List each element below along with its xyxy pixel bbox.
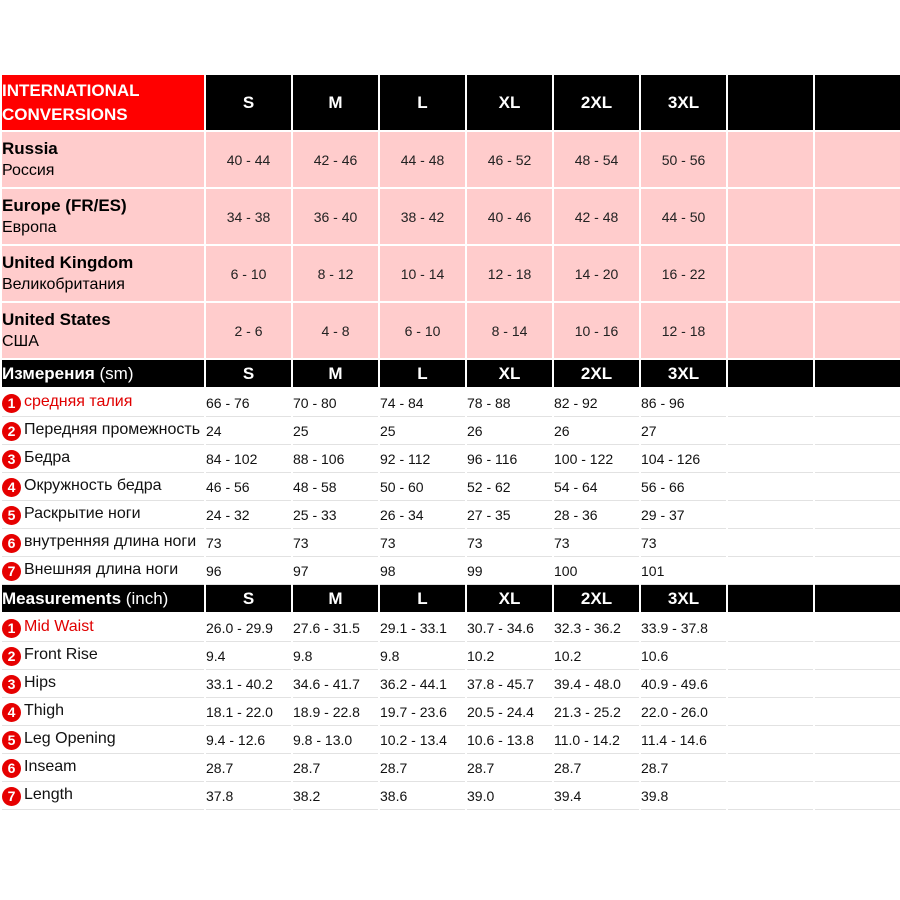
empty-cell bbox=[728, 303, 813, 360]
empty-cell bbox=[728, 445, 813, 473]
empty-cell bbox=[815, 614, 900, 642]
conversion-value: 46 - 52 bbox=[467, 132, 552, 189]
measurement-value: 29 - 37 bbox=[641, 501, 726, 529]
empty-cell bbox=[728, 642, 813, 670]
measurement-value: 88 - 106 bbox=[293, 445, 378, 473]
measurement-value: 73 bbox=[380, 529, 465, 557]
region-cell bbox=[2, 132, 204, 189]
measurement-value: 78 - 88 bbox=[467, 389, 552, 417]
measurement-value: 26.0 - 29.9 bbox=[206, 614, 291, 642]
measurement-value: 25 - 33 bbox=[293, 501, 378, 529]
empty-cell bbox=[815, 642, 900, 670]
empty-header-cell bbox=[815, 585, 900, 614]
measurement-row bbox=[2, 557, 900, 585]
empty-cell bbox=[815, 754, 900, 782]
measurement-value: 38.6 bbox=[380, 782, 465, 810]
conversion-value: 36 - 40 bbox=[293, 189, 378, 246]
conversion-value: 10 - 14 bbox=[380, 246, 465, 303]
number-badge-icon: 2 bbox=[2, 647, 21, 666]
section-unit: (sm) bbox=[99, 363, 134, 383]
measurement-value: 86 - 96 bbox=[641, 389, 726, 417]
size-header: S bbox=[206, 75, 291, 132]
measurement-value: 82 - 92 bbox=[554, 389, 639, 417]
measurement-value: 104 - 126 bbox=[641, 445, 726, 473]
measurement-label-cell bbox=[2, 642, 204, 670]
measurement-label-cell bbox=[2, 417, 204, 445]
conversion-value: 8 - 12 bbox=[293, 246, 378, 303]
measurement-value: 33.9 - 37.8 bbox=[641, 614, 726, 642]
number-badge-icon: 5 bbox=[2, 506, 21, 525]
section-title: Measurements bbox=[2, 588, 122, 608]
number-badge-icon: 3 bbox=[2, 450, 21, 469]
measurement-label: Inseam bbox=[24, 757, 77, 775]
measurement-value: 40.9 - 49.6 bbox=[641, 670, 726, 698]
measurement-row bbox=[2, 445, 900, 473]
measurement-value: 34.6 - 41.7 bbox=[293, 670, 378, 698]
size-header: M bbox=[293, 75, 378, 132]
measurement-value: 73 bbox=[554, 529, 639, 557]
conversion-row bbox=[2, 303, 900, 360]
measurement-value: 27.6 - 31.5 bbox=[293, 614, 378, 642]
measurement-value: 18.1 - 22.0 bbox=[206, 698, 291, 726]
size-header: 2XL bbox=[554, 585, 639, 614]
measurement-value: 36.2 - 44.1 bbox=[380, 670, 465, 698]
region-cell bbox=[2, 246, 204, 303]
conversion-value: 42 - 46 bbox=[293, 132, 378, 189]
measurement-label: средняя талия bbox=[24, 392, 133, 410]
measurement-value: 28.7 bbox=[467, 754, 552, 782]
measurement-value: 100 bbox=[554, 557, 639, 585]
measurement-label: Внешняя длина ноги bbox=[24, 560, 179, 578]
measurement-value: 99 bbox=[467, 557, 552, 585]
section-header-row bbox=[2, 360, 900, 389]
section-unit: (inch) bbox=[125, 588, 169, 608]
empty-cell bbox=[815, 132, 900, 189]
empty-cell bbox=[728, 670, 813, 698]
measurement-value: 52 - 62 bbox=[467, 473, 552, 501]
measurement-value: 97 bbox=[293, 557, 378, 585]
measurement-value: 32.3 - 36.2 bbox=[554, 614, 639, 642]
measurement-row bbox=[2, 782, 900, 810]
measurement-label: Thigh bbox=[24, 701, 65, 719]
empty-header-cell bbox=[815, 360, 900, 389]
size-header: XL bbox=[467, 585, 552, 614]
measurement-value: 37.8 - 45.7 bbox=[467, 670, 552, 698]
empty-cell bbox=[815, 529, 900, 557]
conversion-row bbox=[2, 189, 900, 246]
conversion-value: 50 - 56 bbox=[641, 132, 726, 189]
measurement-label: Length bbox=[24, 785, 73, 803]
conversion-value: 6 - 10 bbox=[380, 303, 465, 360]
measurement-label-cell bbox=[2, 782, 204, 810]
measurement-value: 39.8 bbox=[641, 782, 726, 810]
measurement-value: 28 - 36 bbox=[554, 501, 639, 529]
measurement-label: Окружность бедра bbox=[24, 476, 162, 494]
conversion-value: 10 - 16 bbox=[554, 303, 639, 360]
size-header: XL bbox=[467, 75, 552, 132]
measurement-value: 66 - 76 bbox=[206, 389, 291, 417]
measurement-value: 50 - 60 bbox=[380, 473, 465, 501]
measurement-value: 84 - 102 bbox=[206, 445, 291, 473]
region-name-ru: Россия bbox=[2, 161, 55, 179]
measurement-value: 98 bbox=[380, 557, 465, 585]
empty-cell bbox=[815, 246, 900, 303]
measurement-value: 11.4 - 14.6 bbox=[641, 726, 726, 754]
measurement-value: 73 bbox=[293, 529, 378, 557]
empty-cell bbox=[728, 557, 813, 585]
conversion-header-row bbox=[2, 75, 900, 132]
empty-cell bbox=[815, 501, 900, 529]
empty-cell bbox=[728, 473, 813, 501]
size-header: M bbox=[293, 585, 378, 614]
empty-cell bbox=[815, 782, 900, 810]
measurement-label: Mid Waist bbox=[24, 617, 94, 635]
conversion-value: 12 - 18 bbox=[467, 246, 552, 303]
conversion-value: 38 - 42 bbox=[380, 189, 465, 246]
empty-cell bbox=[815, 557, 900, 585]
empty-cell bbox=[728, 529, 813, 557]
size-header: 3XL bbox=[641, 75, 726, 132]
measurement-label-cell bbox=[2, 445, 204, 473]
measurement-value: 96 bbox=[206, 557, 291, 585]
conversion-value: 6 - 10 bbox=[206, 246, 291, 303]
measurement-value: 25 bbox=[380, 417, 465, 445]
conversion-value: 14 - 20 bbox=[554, 246, 639, 303]
measurement-value: 24 - 32 bbox=[206, 501, 291, 529]
measurement-row bbox=[2, 698, 900, 726]
measurement-value: 27 - 35 bbox=[467, 501, 552, 529]
empty-cell bbox=[728, 698, 813, 726]
conversion-value: 16 - 22 bbox=[641, 246, 726, 303]
empty-cell bbox=[728, 389, 813, 417]
empty-cell bbox=[815, 473, 900, 501]
number-badge-icon: 7 bbox=[2, 787, 21, 806]
empty-cell bbox=[728, 501, 813, 529]
region-name-ru: Великобритания bbox=[2, 275, 125, 293]
measurement-label-cell bbox=[2, 389, 204, 417]
conversion-value: 42 - 48 bbox=[554, 189, 639, 246]
size-header: L bbox=[380, 585, 465, 614]
measurement-value: 73 bbox=[641, 529, 726, 557]
empty-cell bbox=[815, 389, 900, 417]
measurement-value: 26 bbox=[554, 417, 639, 445]
measurement-value: 25 bbox=[293, 417, 378, 445]
measurement-value: 56 - 66 bbox=[641, 473, 726, 501]
region-cell bbox=[2, 189, 204, 246]
region-name-ru: США bbox=[2, 332, 39, 350]
measurement-value: 73 bbox=[206, 529, 291, 557]
size-header: 2XL bbox=[554, 75, 639, 132]
conversion-row bbox=[2, 246, 900, 303]
size-chart-table bbox=[0, 75, 900, 810]
measurement-value: 101 bbox=[641, 557, 726, 585]
measurement-value: 9.4 bbox=[206, 642, 291, 670]
measurement-label: Передняя промежность bbox=[24, 420, 201, 438]
empty-cell bbox=[728, 782, 813, 810]
measurement-label: Front Rise bbox=[24, 645, 98, 663]
measurement-value: 28.7 bbox=[641, 754, 726, 782]
region-name-en: United States bbox=[2, 309, 111, 329]
size-header: L bbox=[380, 75, 465, 132]
measurement-row bbox=[2, 389, 900, 417]
empty-header-cell bbox=[728, 585, 813, 614]
measurement-value: 26 bbox=[467, 417, 552, 445]
conversion-value: 40 - 44 bbox=[206, 132, 291, 189]
measurement-value: 27 bbox=[641, 417, 726, 445]
measurement-value: 92 - 112 bbox=[380, 445, 465, 473]
empty-header-cell bbox=[728, 75, 813, 132]
conversion-value: 48 - 54 bbox=[554, 132, 639, 189]
conversion-row bbox=[2, 132, 900, 189]
measurement-value: 30.7 - 34.6 bbox=[467, 614, 552, 642]
number-badge-icon: 1 bbox=[2, 619, 21, 638]
number-badge-icon: 4 bbox=[2, 703, 21, 722]
measurement-value: 26 - 34 bbox=[380, 501, 465, 529]
empty-cell bbox=[728, 726, 813, 754]
conversion-value: 12 - 18 bbox=[641, 303, 726, 360]
size-header: 3XL bbox=[641, 585, 726, 614]
measurement-value: 19.7 - 23.6 bbox=[380, 698, 465, 726]
measurement-row bbox=[2, 614, 900, 642]
conversion-value: 44 - 50 bbox=[641, 189, 726, 246]
measurement-value: 10.2 bbox=[554, 642, 639, 670]
measurement-label-cell bbox=[2, 698, 204, 726]
empty-cell bbox=[728, 754, 813, 782]
measurement-value: 10.6 bbox=[641, 642, 726, 670]
size-header: M bbox=[293, 360, 378, 389]
measurement-label-cell bbox=[2, 557, 204, 585]
measurement-label-cell bbox=[2, 529, 204, 557]
section-title-cell bbox=[2, 360, 204, 389]
empty-cell bbox=[815, 726, 900, 754]
empty-cell bbox=[815, 303, 900, 360]
measurement-label-cell bbox=[2, 501, 204, 529]
size-header: L bbox=[380, 360, 465, 389]
measurement-row bbox=[2, 754, 900, 782]
section-title: Измерения bbox=[2, 363, 95, 383]
measurement-value: 11.0 - 14.2 bbox=[554, 726, 639, 754]
conversion-value: 8 - 14 bbox=[467, 303, 552, 360]
empty-cell bbox=[815, 445, 900, 473]
measurement-label-cell bbox=[2, 473, 204, 501]
size-header: S bbox=[206, 360, 291, 389]
measurement-row bbox=[2, 642, 900, 670]
measurement-value: 39.4 bbox=[554, 782, 639, 810]
measurement-value: 39.4 - 48.0 bbox=[554, 670, 639, 698]
region-name-en: Russia bbox=[2, 138, 58, 158]
measurement-value: 29.1 - 33.1 bbox=[380, 614, 465, 642]
number-badge-icon: 7 bbox=[2, 562, 21, 581]
size-header: 2XL bbox=[554, 360, 639, 389]
measurement-value: 10.2 - 13.4 bbox=[380, 726, 465, 754]
empty-header-cell bbox=[815, 75, 900, 132]
number-badge-icon: 4 bbox=[2, 478, 21, 497]
size-header: XL bbox=[467, 360, 552, 389]
empty-cell bbox=[728, 417, 813, 445]
measurement-value: 20.5 - 24.4 bbox=[467, 698, 552, 726]
empty-header-cell bbox=[728, 360, 813, 389]
measurement-value: 73 bbox=[467, 529, 552, 557]
measurement-label-cell bbox=[2, 670, 204, 698]
measurement-value: 9.8 bbox=[293, 642, 378, 670]
measurement-label: Раскрытие ноги bbox=[24, 504, 141, 522]
measurement-value: 37.8 bbox=[206, 782, 291, 810]
empty-cell bbox=[728, 614, 813, 642]
conversion-value: 4 - 8 bbox=[293, 303, 378, 360]
empty-cell bbox=[815, 189, 900, 246]
section-title-cell bbox=[2, 585, 204, 614]
measurement-row bbox=[2, 473, 900, 501]
measurement-value: 46 - 56 bbox=[206, 473, 291, 501]
empty-cell bbox=[728, 246, 813, 303]
measurement-label: внутренняя длина ноги bbox=[24, 532, 197, 550]
measurement-label-cell bbox=[2, 754, 204, 782]
measurement-row bbox=[2, 529, 900, 557]
region-name-en: United Kingdom bbox=[2, 252, 134, 272]
measurement-label-cell bbox=[2, 726, 204, 754]
number-badge-icon: 6 bbox=[2, 534, 21, 553]
measurement-value: 74 - 84 bbox=[380, 389, 465, 417]
measurement-label-cell bbox=[2, 614, 204, 642]
conversion-value: 34 - 38 bbox=[206, 189, 291, 246]
measurement-value: 10.6 - 13.8 bbox=[467, 726, 552, 754]
measurement-value: 48 - 58 bbox=[293, 473, 378, 501]
measurement-value: 70 - 80 bbox=[293, 389, 378, 417]
measurement-value: 10.2 bbox=[467, 642, 552, 670]
measurement-row bbox=[2, 501, 900, 529]
number-badge-icon: 1 bbox=[2, 394, 21, 413]
size-header: 3XL bbox=[641, 360, 726, 389]
measurement-label: Бедра bbox=[24, 448, 71, 466]
measurement-value: 28.7 bbox=[380, 754, 465, 782]
conversion-value: 40 - 46 bbox=[467, 189, 552, 246]
measurement-value: 100 - 122 bbox=[554, 445, 639, 473]
measurement-value: 18.9 - 22.8 bbox=[293, 698, 378, 726]
conversion-title: INTERNATIONAL CONVERSIONS bbox=[2, 75, 204, 132]
measurement-value: 24 bbox=[206, 417, 291, 445]
number-badge-icon: 6 bbox=[2, 759, 21, 778]
number-badge-icon: 5 bbox=[2, 731, 21, 750]
measurement-value: 9.4 - 12.6 bbox=[206, 726, 291, 754]
measurement-value: 28.7 bbox=[206, 754, 291, 782]
measurement-value: 28.7 bbox=[554, 754, 639, 782]
measurement-row bbox=[2, 417, 900, 445]
measurement-row bbox=[2, 726, 900, 754]
empty-cell bbox=[728, 132, 813, 189]
measurement-value: 22.0 - 26.0 bbox=[641, 698, 726, 726]
section-header-row bbox=[2, 585, 900, 614]
measurement-value: 54 - 64 bbox=[554, 473, 639, 501]
empty-cell bbox=[815, 698, 900, 726]
empty-cell bbox=[815, 417, 900, 445]
region-cell bbox=[2, 303, 204, 360]
measurement-value: 38.2 bbox=[293, 782, 378, 810]
measurement-value: 9.8 - 13.0 bbox=[293, 726, 378, 754]
number-badge-icon: 3 bbox=[2, 675, 21, 694]
measurement-value: 9.8 bbox=[380, 642, 465, 670]
empty-cell bbox=[728, 189, 813, 246]
region-name-en: Europe (FR/ES) bbox=[2, 195, 127, 215]
measurement-label: Leg Opening bbox=[24, 729, 116, 747]
measurement-value: 39.0 bbox=[467, 782, 552, 810]
measurement-value: 96 - 116 bbox=[467, 445, 552, 473]
empty-cell bbox=[815, 670, 900, 698]
region-name-ru: Европа bbox=[2, 218, 57, 236]
measurement-value: 28.7 bbox=[293, 754, 378, 782]
measurement-row bbox=[2, 670, 900, 698]
conversion-value: 2 - 6 bbox=[206, 303, 291, 360]
size-header: S bbox=[206, 585, 291, 614]
measurement-label: Hips bbox=[24, 673, 57, 691]
measurement-value: 21.3 - 25.2 bbox=[554, 698, 639, 726]
number-badge-icon: 2 bbox=[2, 422, 21, 441]
measurement-value: 33.1 - 40.2 bbox=[206, 670, 291, 698]
conversion-value: 44 - 48 bbox=[380, 132, 465, 189]
